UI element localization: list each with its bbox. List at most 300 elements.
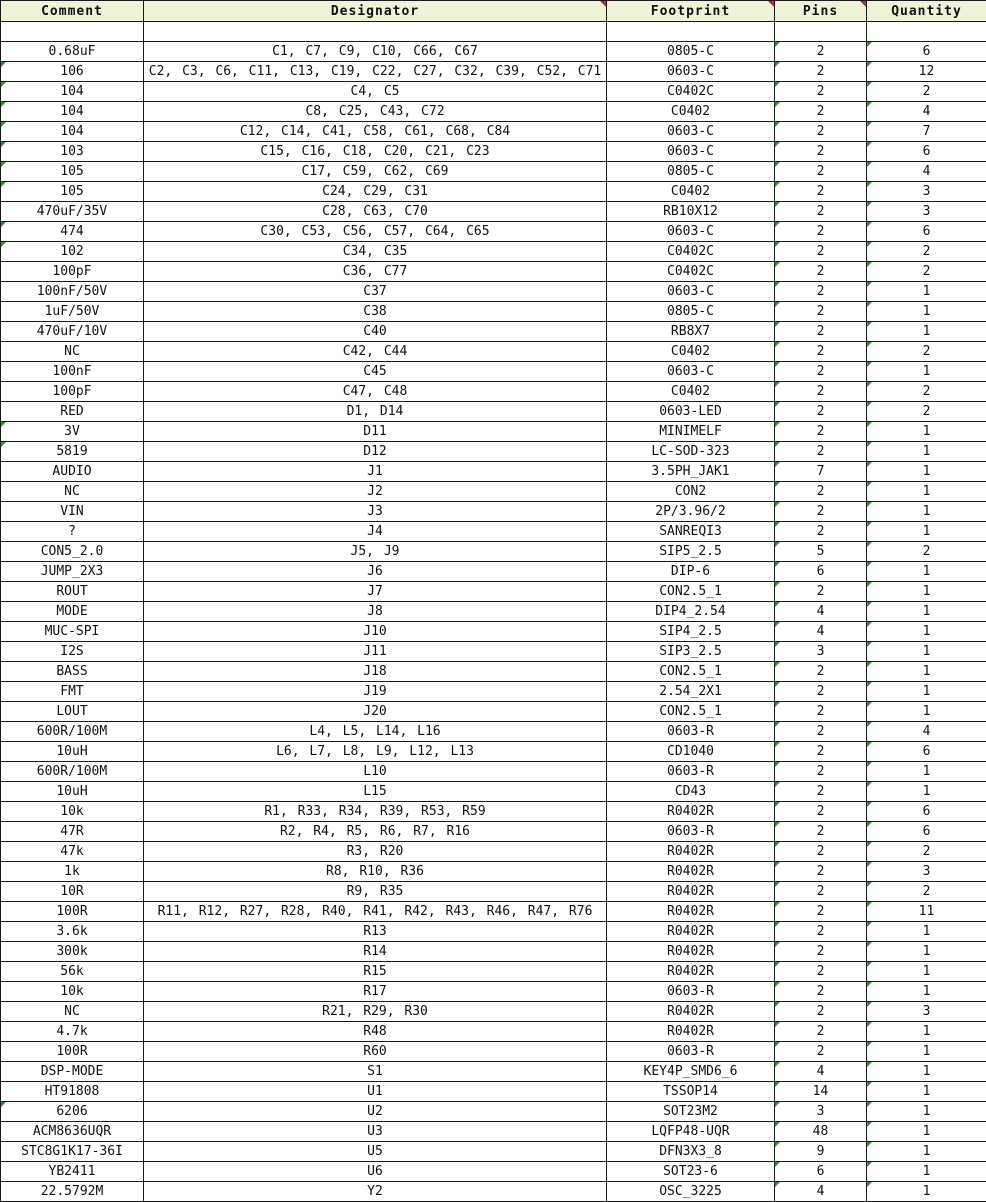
footprint-cell[interactable]: SOT23-6 — [607, 1162, 775, 1182]
pins-cell[interactable]: 2 — [775, 182, 867, 202]
quantity-cell[interactable]: 1 — [867, 622, 986, 642]
comment-cell[interactable]: STC8G1K17-36I — [1, 1142, 144, 1162]
quantity-cell[interactable]: 1 — [867, 502, 986, 522]
pins-cell[interactable]: 2 — [775, 262, 867, 282]
comment-cell[interactable]: 47k — [1, 842, 144, 862]
designator-cell[interactable]: C28, C63, C70 — [144, 202, 607, 222]
pins-cell[interactable]: 2 — [775, 242, 867, 262]
pins-cell[interactable]: 2 — [775, 1002, 867, 1022]
pins-cell[interactable]: 6 — [775, 562, 867, 582]
designator-cell[interactable]: C34, C35 — [144, 242, 607, 262]
quantity-cell[interactable]: 2 — [867, 342, 986, 362]
comment-cell[interactable] — [1, 22, 144, 42]
quantity-cell[interactable]: 7 — [867, 122, 986, 142]
designator-cell[interactable]: U6 — [144, 1162, 607, 1182]
pins-cell[interactable]: 2 — [775, 382, 867, 402]
comment-cell[interactable]: 0.68uF — [1, 42, 144, 62]
pins-cell[interactable]: 2 — [775, 342, 867, 362]
quantity-cell[interactable]: 1 — [867, 442, 986, 462]
comment-cell[interactable]: 470uF/10V — [1, 322, 144, 342]
quantity-cell[interactable]: 1 — [867, 942, 986, 962]
designator-cell[interactable] — [144, 22, 607, 42]
pins-cell[interactable]: 2 — [775, 482, 867, 502]
footprint-cell[interactable]: R0402R — [607, 882, 775, 902]
comment-cell[interactable]: 474 — [1, 222, 144, 242]
quantity-cell[interactable]: 3 — [867, 182, 986, 202]
quantity-cell[interactable]: 2 — [867, 262, 986, 282]
comment-cell[interactable]: FMT — [1, 682, 144, 702]
footprint-cell[interactable]: 0805-C — [607, 42, 775, 62]
quantity-cell[interactable]: 2 — [867, 382, 986, 402]
designator-cell[interactable]: U3 — [144, 1122, 607, 1142]
footprint-cell[interactable]: KEY4P_SMD6_6 — [607, 1062, 775, 1082]
footprint-cell[interactable]: C0402 — [607, 182, 775, 202]
comment-cell[interactable]: 10uH — [1, 782, 144, 802]
quantity-cell[interactable]: 1 — [867, 702, 986, 722]
comment-cell[interactable]: RED — [1, 402, 144, 422]
pins-cell[interactable]: 4 — [775, 602, 867, 622]
comment-cell[interactable]: 600R/100M — [1, 762, 144, 782]
designator-cell[interactable]: J10 — [144, 622, 607, 642]
designator-cell[interactable]: R1, R33, R34, R39, R53, R59 — [144, 802, 607, 822]
pins-cell[interactable]: 2 — [775, 142, 867, 162]
comment-cell[interactable]: 5819 — [1, 442, 144, 462]
quantity-cell[interactable]: 1 — [867, 282, 986, 302]
designator-cell[interactable]: J1 — [144, 462, 607, 482]
footprint-cell[interactable]: 0805-C — [607, 302, 775, 322]
footprint-cell[interactable]: OSC_3225 — [607, 1182, 775, 1202]
footprint-cell[interactable]: CON2 — [607, 482, 775, 502]
quantity-cell[interactable]: 6 — [867, 822, 986, 842]
quantity-cell[interactable]: 1 — [867, 982, 986, 1002]
pins-cell[interactable]: 5 — [775, 542, 867, 562]
designator-cell[interactable]: Y2 — [144, 1182, 607, 1202]
quantity-cell[interactable]: 2 — [867, 242, 986, 262]
footprint-cell[interactable]: 0603-C — [607, 362, 775, 382]
footprint-cell[interactable] — [607, 22, 775, 42]
comment-cell[interactable]: I2S — [1, 642, 144, 662]
quantity-cell[interactable]: 1 — [867, 1102, 986, 1122]
comment-cell[interactable]: MODE — [1, 602, 144, 622]
quantity-cell[interactable]: 1 — [867, 1082, 986, 1102]
quantity-cell[interactable]: 1 — [867, 302, 986, 322]
comment-cell[interactable]: 600R/100M — [1, 722, 144, 742]
quantity-cell[interactable]: 6 — [867, 222, 986, 242]
designator-cell[interactable]: R48 — [144, 1022, 607, 1042]
comment-cell[interactable]: 100R — [1, 1042, 144, 1062]
pins-cell[interactable]: 2 — [775, 902, 867, 922]
pins-cell[interactable]: 2 — [775, 362, 867, 382]
pins-cell[interactable]: 4 — [775, 1062, 867, 1082]
comment-cell[interactable]: ? — [1, 522, 144, 542]
designator-cell[interactable]: R21, R29, R30 — [144, 1002, 607, 1022]
comment-cell[interactable]: 1k — [1, 862, 144, 882]
pins-cell[interactable]: 2 — [775, 942, 867, 962]
pins-cell[interactable]: 2 — [775, 682, 867, 702]
comment-cell[interactable]: 104 — [1, 122, 144, 142]
quantity-cell[interactable]: 1 — [867, 1182, 986, 1202]
designator-cell[interactable]: R3, R20 — [144, 842, 607, 862]
pins-cell[interactable]: 2 — [775, 662, 867, 682]
footprint-cell[interactable]: R0402R — [607, 1002, 775, 1022]
quantity-cell[interactable]: 2 — [867, 882, 986, 902]
footprint-cell[interactable]: R0402R — [607, 922, 775, 942]
quantity-cell[interactable]: 1 — [867, 562, 986, 582]
quantity-cell[interactable]: 1 — [867, 1122, 986, 1142]
designator-cell[interactable]: R8, R10, R36 — [144, 862, 607, 882]
pins-cell[interactable]: 2 — [775, 522, 867, 542]
quantity-cell[interactable]: 1 — [867, 462, 986, 482]
quantity-cell[interactable]: 1 — [867, 1042, 986, 1062]
pins-cell[interactable]: 2 — [775, 62, 867, 82]
quantity-cell[interactable]: 2 — [867, 542, 986, 562]
footprint-cell[interactable]: C0402 — [607, 342, 775, 362]
designator-cell[interactable]: C2, C3, C6, C11, C13, C19, C22, C27, C32, C39, C52, C71 — [144, 62, 607, 82]
designator-cell[interactable]: C12, C14, C41, C58, C61, C68, C84 — [144, 122, 607, 142]
quantity-cell[interactable]: 3 — [867, 862, 986, 882]
footprint-cell[interactable]: SIP5_2.5 — [607, 542, 775, 562]
designator-cell[interactable]: C30, C53, C56, C57, C64, C65 — [144, 222, 607, 242]
header-quantity[interactable]: Quantity — [867, 1, 986, 22]
pins-cell[interactable]: 2 — [775, 402, 867, 422]
quantity-cell[interactable]: 6 — [867, 802, 986, 822]
pins-cell[interactable]: 4 — [775, 1182, 867, 1202]
designator-cell[interactable]: R15 — [144, 962, 607, 982]
comment-cell[interactable]: 22.5792M — [1, 1182, 144, 1202]
footprint-cell[interactable]: C0402C — [607, 262, 775, 282]
pins-cell[interactable]: 2 — [775, 882, 867, 902]
quantity-cell[interactable]: 4 — [867, 162, 986, 182]
pins-cell[interactable]: 2 — [775, 282, 867, 302]
pins-cell[interactable]: 2 — [775, 322, 867, 342]
pins-cell[interactable]: 2 — [775, 102, 867, 122]
designator-cell[interactable]: L15 — [144, 782, 607, 802]
designator-cell[interactable]: R14 — [144, 942, 607, 962]
footprint-cell[interactable]: 0805-C — [607, 162, 775, 182]
footprint-cell[interactable]: 0603-C — [607, 62, 775, 82]
designator-cell[interactable]: S1 — [144, 1062, 607, 1082]
comment-cell[interactable]: 103 — [1, 142, 144, 162]
pins-cell[interactable]: 2 — [775, 442, 867, 462]
quantity-cell[interactable]: 2 — [867, 82, 986, 102]
comment-cell[interactable]: CON5_2.0 — [1, 542, 144, 562]
quantity-cell[interactable]: 1 — [867, 762, 986, 782]
quantity-cell[interactable]: 4 — [867, 102, 986, 122]
comment-cell[interactable]: 104 — [1, 102, 144, 122]
designator-cell[interactable]: C38 — [144, 302, 607, 322]
quantity-cell[interactable]: 12 — [867, 62, 986, 82]
quantity-cell[interactable]: 1 — [867, 782, 986, 802]
pins-cell[interactable]: 2 — [775, 782, 867, 802]
quantity-cell[interactable]: 1 — [867, 422, 986, 442]
footprint-cell[interactable]: TSSOP14 — [607, 1082, 775, 1102]
designator-cell[interactable]: R11, R12, R27, R28, R40, R41, R42, R43, R46, R47, R76 — [144, 902, 607, 922]
quantity-cell[interactable]: 1 — [867, 1022, 986, 1042]
quantity-cell[interactable]: 1 — [867, 362, 986, 382]
pins-cell[interactable]: 2 — [775, 122, 867, 142]
footprint-cell[interactable]: C0402 — [607, 102, 775, 122]
footprint-cell[interactable]: C0402 — [607, 382, 775, 402]
designator-cell[interactable]: C4, C5 — [144, 82, 607, 102]
footprint-cell[interactable]: CON2.5_1 — [607, 702, 775, 722]
footprint-cell[interactable]: R0402R — [607, 962, 775, 982]
designator-cell[interactable]: R13 — [144, 922, 607, 942]
footprint-cell[interactable]: 3.5PH_JAK1 — [607, 462, 775, 482]
footprint-cell[interactable]: 0603-R — [607, 762, 775, 782]
designator-cell[interactable]: L4, L5, L14, L16 — [144, 722, 607, 742]
comment-cell[interactable]: 102 — [1, 242, 144, 262]
designator-cell[interactable]: J3 — [144, 502, 607, 522]
comment-cell[interactable]: 47R — [1, 822, 144, 842]
footprint-cell[interactable]: C0402C — [607, 82, 775, 102]
designator-cell[interactable]: R9, R35 — [144, 882, 607, 902]
pins-cell[interactable]: 2 — [775, 762, 867, 782]
pins-cell[interactable]: 2 — [775, 222, 867, 242]
footprint-cell[interactable]: R0402R — [607, 842, 775, 862]
designator-cell[interactable]: J18 — [144, 662, 607, 682]
comment-cell[interactable]: 104 — [1, 82, 144, 102]
comment-cell[interactable]: 56k — [1, 962, 144, 982]
quantity-cell[interactable]: 1 — [867, 1142, 986, 1162]
comment-cell[interactable]: NC — [1, 482, 144, 502]
comment-cell[interactable]: NC — [1, 342, 144, 362]
footprint-cell[interactable]: 0603-C — [607, 122, 775, 142]
comment-cell[interactable]: 105 — [1, 182, 144, 202]
quantity-cell[interactable]: 6 — [867, 42, 986, 62]
quantity-cell[interactable]: 3 — [867, 202, 986, 222]
designator-cell[interactable]: J5, J9 — [144, 542, 607, 562]
pins-cell[interactable]: 7 — [775, 462, 867, 482]
footprint-cell[interactable]: CD1040 — [607, 742, 775, 762]
pins-cell[interactable]: 14 — [775, 1082, 867, 1102]
pins-cell[interactable]: 2 — [775, 202, 867, 222]
quantity-cell[interactable]: 3 — [867, 1002, 986, 1022]
comment-cell[interactable]: 106 — [1, 62, 144, 82]
quantity-cell[interactable]: 1 — [867, 1062, 986, 1082]
designator-cell[interactable]: C1, C7, C9, C10, C66, C67 — [144, 42, 607, 62]
designator-cell[interactable]: U1 — [144, 1082, 607, 1102]
designator-cell[interactable]: C24, C29, C31 — [144, 182, 607, 202]
footprint-cell[interactable]: 0603-R — [607, 1042, 775, 1062]
footprint-cell[interactable]: R0402R — [607, 862, 775, 882]
designator-cell[interactable]: D1, D14 — [144, 402, 607, 422]
designator-cell[interactable]: J4 — [144, 522, 607, 542]
quantity-cell[interactable]: 11 — [867, 902, 986, 922]
comment-cell[interactable]: 100R — [1, 902, 144, 922]
pins-cell[interactable]: 2 — [775, 1042, 867, 1062]
footprint-cell[interactable]: MINIMELF — [607, 422, 775, 442]
quantity-cell[interactable]: 1 — [867, 682, 986, 702]
header-designator[interactable]: Designator — [144, 1, 607, 22]
designator-cell[interactable]: C17, C59, C62, C69 — [144, 162, 607, 182]
pins-cell[interactable]: 2 — [775, 302, 867, 322]
designator-cell[interactable]: L6, L7, L8, L9, L12, L13 — [144, 742, 607, 762]
footprint-cell[interactable]: SIP4_2.5 — [607, 622, 775, 642]
comment-cell[interactable]: 4.7k — [1, 1022, 144, 1042]
comment-cell[interactable]: JUMP_2X3 — [1, 562, 144, 582]
designator-cell[interactable]: J19 — [144, 682, 607, 702]
header-footprint[interactable]: Footprint — [607, 1, 775, 22]
quantity-cell[interactable]: 6 — [867, 742, 986, 762]
pins-cell[interactable]: 2 — [775, 722, 867, 742]
comment-cell[interactable]: 100pF — [1, 382, 144, 402]
footprint-cell[interactable]: 0603-R — [607, 722, 775, 742]
header-comment[interactable]: Comment — [1, 1, 144, 22]
comment-cell[interactable]: MUC-SPI — [1, 622, 144, 642]
comment-cell[interactable]: 105 — [1, 162, 144, 182]
designator-cell[interactable]: U2 — [144, 1102, 607, 1122]
designator-cell[interactable]: L10 — [144, 762, 607, 782]
comment-cell[interactable]: 6206 — [1, 1102, 144, 1122]
pins-cell[interactable]: 2 — [775, 582, 867, 602]
comment-cell[interactable]: YB2411 — [1, 1162, 144, 1182]
pins-cell[interactable]: 2 — [775, 422, 867, 442]
pins-cell[interactable]: 2 — [775, 842, 867, 862]
designator-cell[interactable]: J20 — [144, 702, 607, 722]
footprint-cell[interactable]: SOT23M2 — [607, 1102, 775, 1122]
pins-cell[interactable]: 2 — [775, 502, 867, 522]
footprint-cell[interactable]: LC-SOD-323 — [607, 442, 775, 462]
pins-cell[interactable]: 3 — [775, 642, 867, 662]
comment-cell[interactable]: 10R — [1, 882, 144, 902]
designator-cell[interactable]: C47, C48 — [144, 382, 607, 402]
pins-cell[interactable]: 2 — [775, 162, 867, 182]
comment-cell[interactable]: AUDIO — [1, 462, 144, 482]
designator-cell[interactable]: D12 — [144, 442, 607, 462]
designator-cell[interactable]: J2 — [144, 482, 607, 502]
footprint-cell[interactable]: 0603-C — [607, 142, 775, 162]
comment-cell[interactable]: 3.6k — [1, 922, 144, 942]
footprint-cell[interactable]: 2P/3.96/2 — [607, 502, 775, 522]
pins-cell[interactable]: 2 — [775, 702, 867, 722]
designator-cell[interactable]: R2, R4, R5, R6, R7, R16 — [144, 822, 607, 842]
designator-cell[interactable]: C40 — [144, 322, 607, 342]
footprint-cell[interactable]: SIP3_2.5 — [607, 642, 775, 662]
footprint-cell[interactable]: CD43 — [607, 782, 775, 802]
quantity-cell[interactable]: 1 — [867, 642, 986, 662]
pins-cell[interactable]: 2 — [775, 802, 867, 822]
footprint-cell[interactable]: CON2.5_1 — [607, 582, 775, 602]
comment-cell[interactable]: ROUT — [1, 582, 144, 602]
comment-cell[interactable]: ACM8636UQR — [1, 1122, 144, 1142]
comment-cell[interactable]: 470uF/35V — [1, 202, 144, 222]
quantity-cell[interactable]: 1 — [867, 922, 986, 942]
quantity-cell[interactable]: 1 — [867, 322, 986, 342]
designator-cell[interactable]: J7 — [144, 582, 607, 602]
quantity-cell[interactable]: 2 — [867, 402, 986, 422]
designator-cell[interactable]: C37 — [144, 282, 607, 302]
footprint-cell[interactable]: RB8X7 — [607, 322, 775, 342]
designator-cell[interactable]: C42, C44 — [144, 342, 607, 362]
designator-cell[interactable]: J6 — [144, 562, 607, 582]
footprint-cell[interactable]: SANREQI3 — [607, 522, 775, 542]
comment-cell[interactable]: 10k — [1, 802, 144, 822]
comment-cell[interactable]: 10k — [1, 982, 144, 1002]
pins-cell[interactable]: 2 — [775, 42, 867, 62]
designator-cell[interactable]: U5 — [144, 1142, 607, 1162]
comment-cell[interactable]: 300k — [1, 942, 144, 962]
comment-cell[interactable]: NC — [1, 1002, 144, 1022]
footprint-cell[interactable]: R0402R — [607, 1022, 775, 1042]
quantity-cell[interactable]: 1 — [867, 482, 986, 502]
footprint-cell[interactable]: 0603-LED — [607, 402, 775, 422]
footprint-cell[interactable]: 0603-R — [607, 982, 775, 1002]
designator-cell[interactable]: C15, C16, C18, C20, C21, C23 — [144, 142, 607, 162]
footprint-cell[interactable]: DIP-6 — [607, 562, 775, 582]
quantity-cell[interactable]: 1 — [867, 602, 986, 622]
footprint-cell[interactable]: LQFP48-UQR — [607, 1122, 775, 1142]
pins-cell[interactable] — [775, 22, 867, 42]
footprint-cell[interactable]: CON2.5_1 — [607, 662, 775, 682]
quantity-cell[interactable]: 1 — [867, 1162, 986, 1182]
comment-cell[interactable]: HT91808 — [1, 1082, 144, 1102]
quantity-cell[interactable]: 1 — [867, 962, 986, 982]
comment-cell[interactable]: 100nF/50V — [1, 282, 144, 302]
footprint-cell[interactable]: DFN3X3_8 — [607, 1142, 775, 1162]
quantity-cell[interactable]: 1 — [867, 522, 986, 542]
designator-cell[interactable]: J8 — [144, 602, 607, 622]
header-pins[interactable]: Pins — [775, 1, 867, 22]
footprint-cell[interactable]: 2.54_2X1 — [607, 682, 775, 702]
comment-cell[interactable]: 100pF — [1, 262, 144, 282]
quantity-cell[interactable]: 1 — [867, 582, 986, 602]
comment-cell[interactable]: DSP-MODE — [1, 1062, 144, 1082]
designator-cell[interactable]: D11 — [144, 422, 607, 442]
footprint-cell[interactable]: 0603-C — [607, 222, 775, 242]
pins-cell[interactable]: 2 — [775, 82, 867, 102]
footprint-cell[interactable]: R0402R — [607, 802, 775, 822]
designator-cell[interactable]: R60 — [144, 1042, 607, 1062]
quantity-cell[interactable]: 2 — [867, 842, 986, 862]
footprint-cell[interactable]: 0603-C — [607, 282, 775, 302]
quantity-cell[interactable] — [867, 22, 986, 42]
footprint-cell[interactable]: 0603-R — [607, 822, 775, 842]
designator-cell[interactable]: C8, C25, C43, C72 — [144, 102, 607, 122]
pins-cell[interactable]: 4 — [775, 622, 867, 642]
comment-cell[interactable]: 100nF — [1, 362, 144, 382]
comment-cell[interactable]: BASS — [1, 662, 144, 682]
pins-cell[interactable]: 2 — [775, 742, 867, 762]
comment-cell[interactable]: LOUT — [1, 702, 144, 722]
footprint-cell[interactable]: R0402R — [607, 902, 775, 922]
quantity-cell[interactable]: 1 — [867, 662, 986, 682]
footprint-cell[interactable]: C0402C — [607, 242, 775, 262]
footprint-cell[interactable]: RB10X12 — [607, 202, 775, 222]
pins-cell[interactable]: 2 — [775, 962, 867, 982]
quantity-cell[interactable]: 6 — [867, 142, 986, 162]
footprint-cell[interactable]: DIP4_2.54 — [607, 602, 775, 622]
pins-cell[interactable]: 2 — [775, 862, 867, 882]
quantity-cell[interactable]: 4 — [867, 722, 986, 742]
designator-cell[interactable]: C36, C77 — [144, 262, 607, 282]
designator-cell[interactable]: C45 — [144, 362, 607, 382]
pins-cell[interactable]: 3 — [775, 1102, 867, 1122]
pins-cell[interactable]: 2 — [775, 822, 867, 842]
designator-cell[interactable]: J11 — [144, 642, 607, 662]
designator-cell[interactable]: R17 — [144, 982, 607, 1002]
pins-cell[interactable]: 2 — [775, 982, 867, 1002]
comment-cell[interactable]: 3V — [1, 422, 144, 442]
pins-cell[interactable]: 2 — [775, 922, 867, 942]
pins-cell[interactable]: 6 — [775, 1162, 867, 1182]
comment-cell[interactable]: VIN — [1, 502, 144, 522]
comment-cell[interactable]: 1uF/50V — [1, 302, 144, 322]
pins-cell[interactable]: 9 — [775, 1142, 867, 1162]
pins-cell[interactable]: 48 — [775, 1122, 867, 1142]
footprint-cell[interactable]: R0402R — [607, 942, 775, 962]
pins-cell[interactable]: 2 — [775, 1022, 867, 1042]
comment-cell[interactable]: 10uH — [1, 742, 144, 762]
